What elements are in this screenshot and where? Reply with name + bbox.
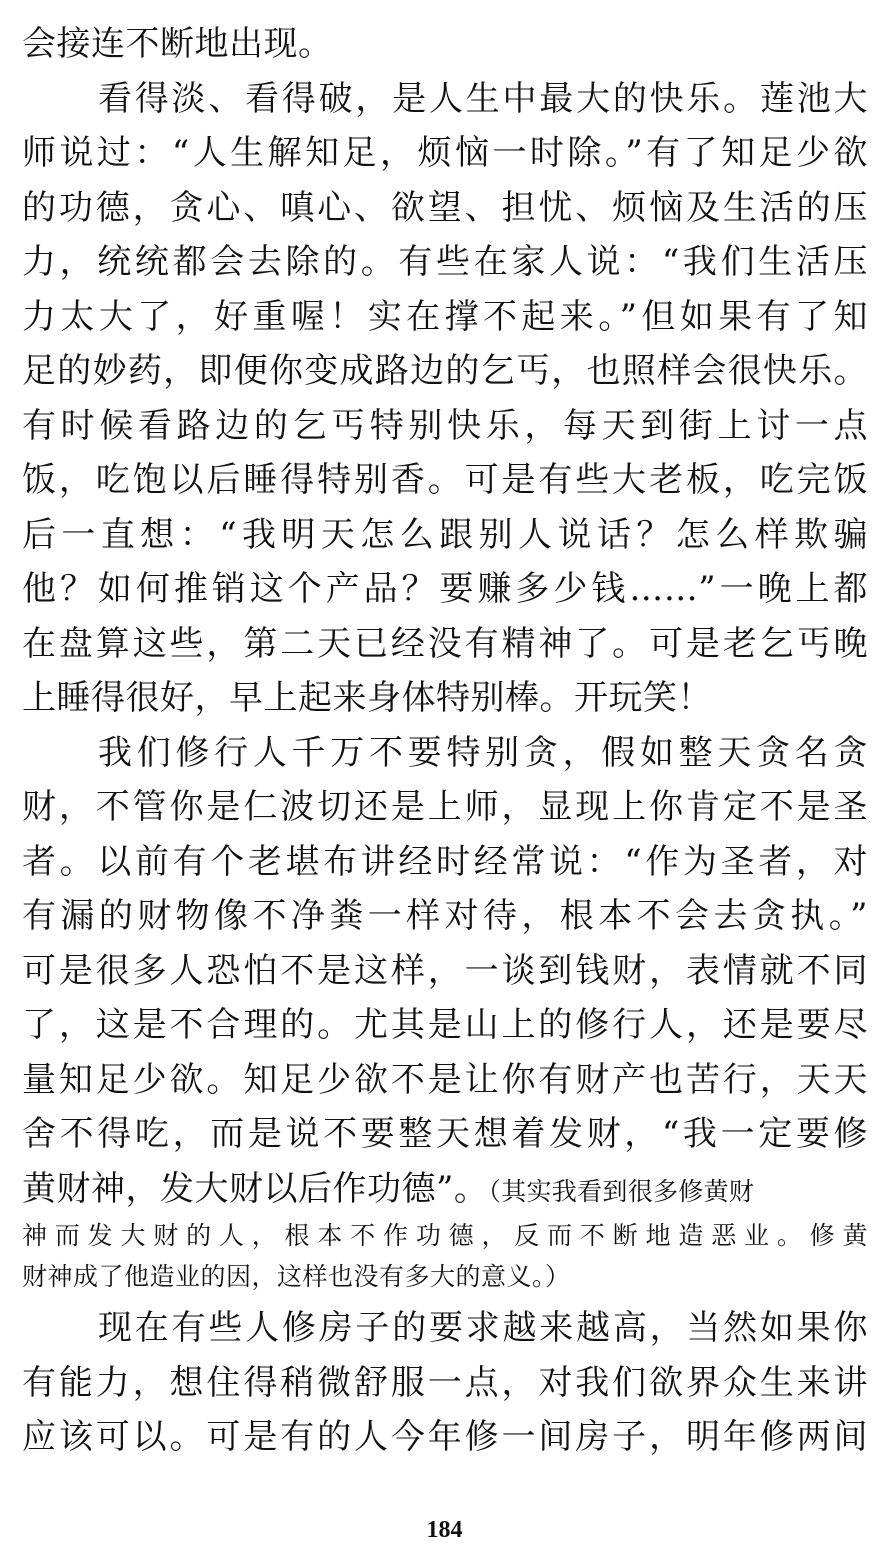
text-line: 者。以前有个老堪布讲经时经常说：“作为圣者，对 [22,841,868,882]
paragraph-first-line: 我们修行人千万不要特别贪，假如整天贪名贪 [98,732,868,773]
text-line-with-note [22,1162,868,1217]
text-line: 力，统统都会去除的。有些在家人说：“我们生活压 [22,242,868,282]
text-line: 舍不得吃，而是说不要整天想着发财，“我一定要修 [22,1114,868,1154]
text-line: 会接连不断地出现。 [22,24,333,64]
body-text [22,17,868,1465]
text-line: 足的妙药，即便你变成路边的乞丐，也照样会很快乐。 [22,351,868,391]
paragraph-first-line: 看得淡、看得破，是人生中最大的快乐。莲池大 [98,78,868,119]
inline-note-line: 财神成了他造业的因，这样也没有多大的意义。） [22,1261,571,1291]
inline-note-start: （其实我看到很多修黄财 [488,1176,755,1206]
text-line: 有漏的财物像不净粪一样对待，根本不会去贪执。” [22,896,868,936]
text-line: 的功德，贪心、嗔心、欲望、担忧、烦恼及生活的压 [22,187,868,228]
text-line: 上睡得很好，早上起来身体特别棒。开玩笑！ [22,678,712,718]
text-line: 了，这是不合理的。尤其是山上的修行人，还是要尽 [22,1005,868,1045]
text-line: 他？如何推销这个产品？要赚多少钱……”一晚上都 [22,569,868,609]
text-line: 在盘算这些，第二天已经没有精神了。可是老乞丐晚 [22,623,868,664]
text-line: 师说过：“人生解知足，烦恼一时除。”有了知足少欲 [22,133,868,173]
text-line-main: 黄财神，发大财以后作功德”。 [22,1168,489,1209]
paragraph-first-line: 现在有些人修房子的要求越来越高，当然如果你 [98,1308,868,1348]
text-line: 有能力，想住得稍微舒服一点，对我们欲界众生来讲 [22,1362,868,1403]
text-line: 饭，吃饱以后睡得特别香。可是有些大老板，吃完饭 [22,460,868,500]
text-line: 力太大了，好重喔！实在撑不起来。”但如果有了知 [22,296,868,337]
text-line: 后一直想：“我明天怎么跟别人说话？怎么样欺骗 [22,514,868,555]
text-line: 应该可以。可是有的人今年修一间房子，明年修两间 [22,1417,868,1457]
inline-note-line: 神而发大财的人，根本不作功德，反而不断地造恶业。修黄 [22,1221,868,1250]
text-line: 有时候看路边的乞丐特别快乐，每天到街上讨一点 [22,405,868,446]
text-line: 财，不管你是仁波切还是上师，显现上你肯定不是圣 [22,787,868,827]
text-line: 量知足少欲。知足少欲不是让你有财产也苦行，天天 [22,1059,868,1100]
text-line: 可是很多人恐怕不是这样，一谈到钱财，表情就不同 [22,950,868,991]
page-number: 184 [426,1517,463,1543]
